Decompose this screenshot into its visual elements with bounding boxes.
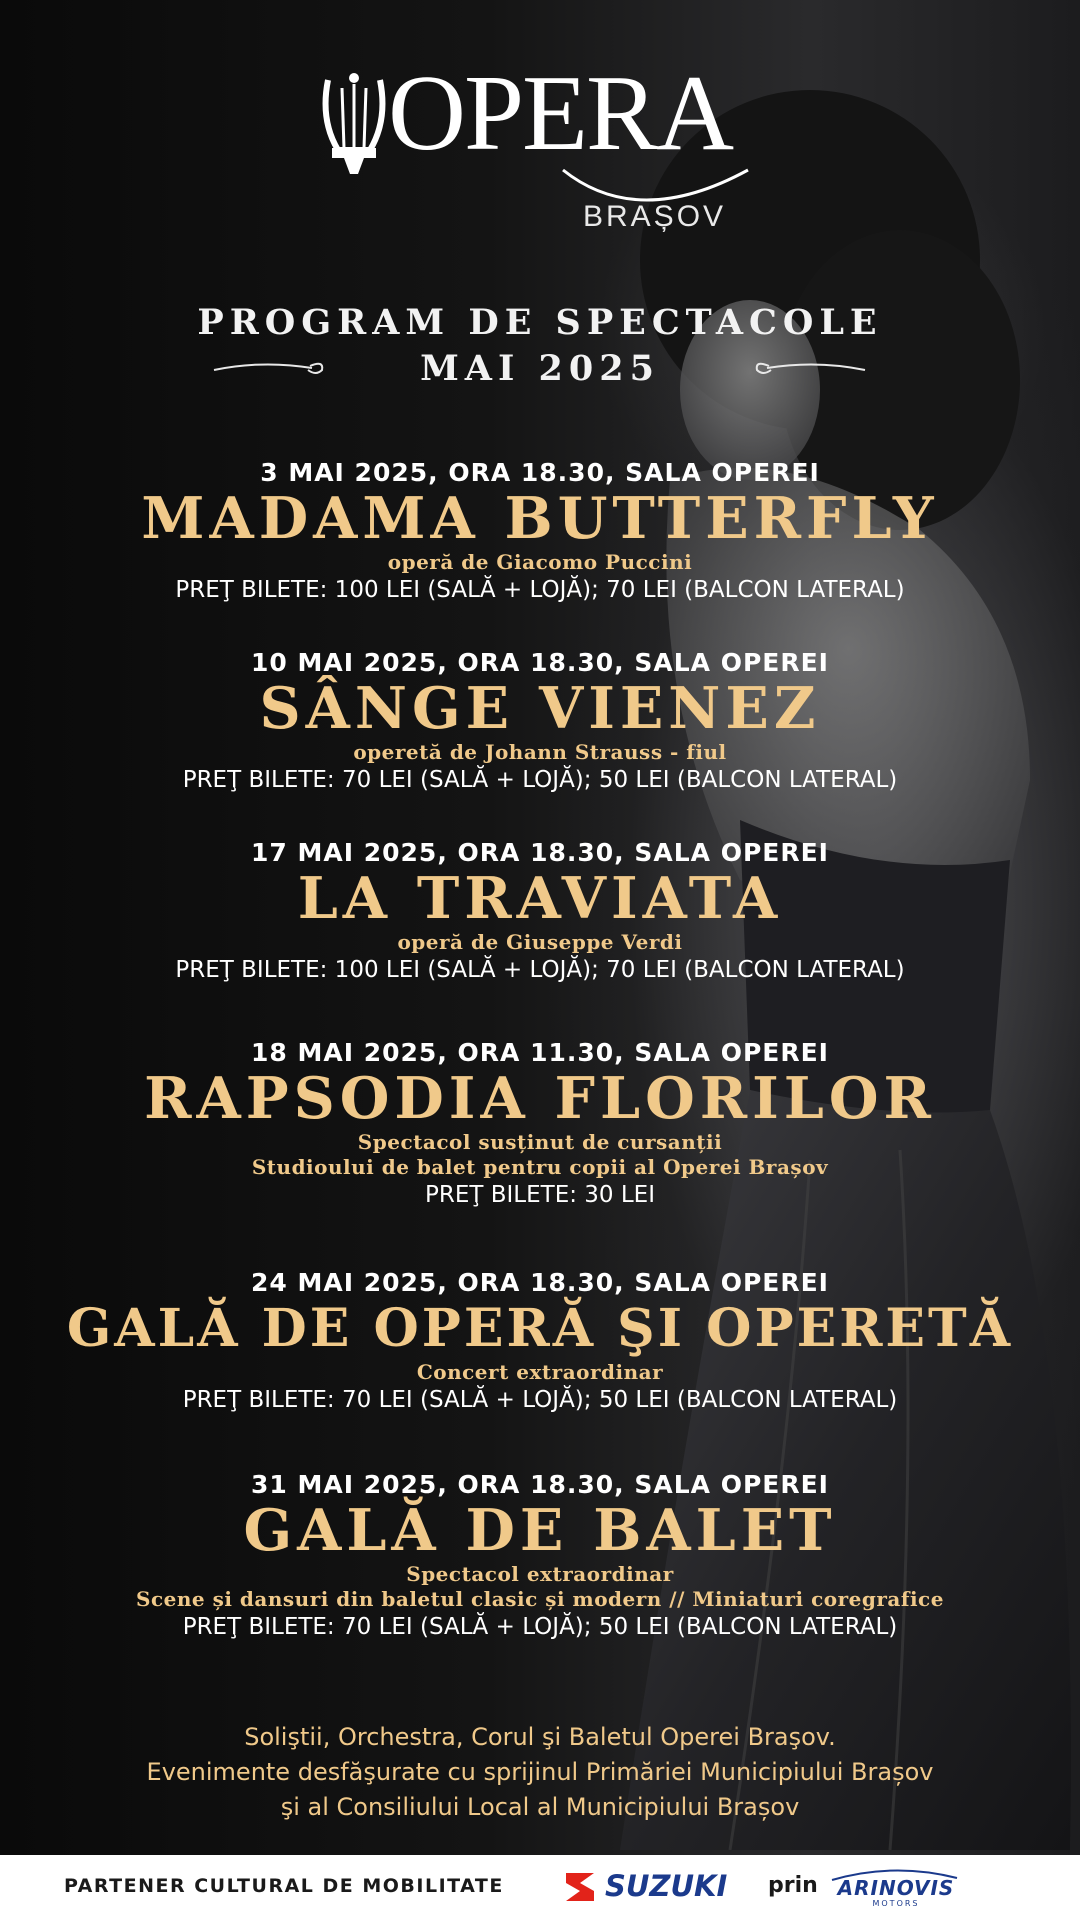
arinovis-logo	[822, 1866, 967, 1910]
event-la-traviata	[0, 838, 1080, 985]
event-subtitle: operetă de Johann Strauss - fiul	[353, 740, 727, 764]
event-price: PREŢ BILETE: 100 LEI (SALĂ + LOJĂ); 70 LEI (BALCON LATERAL)	[175, 957, 905, 983]
event-title: MADAMA BUTTERFLY	[141, 485, 939, 552]
suzuki-logo-icon	[560, 1869, 600, 1905]
suzuki-wordmark: SUZUKI	[605, 1869, 728, 1903]
event-date: 17 MAI 2025, ORA 18.30, SALA OPEREI	[251, 838, 829, 867]
event-subtitle-2: Studioului de balet pentru copii al Operei Brașov	[251, 1155, 829, 1179]
event-rapsodia-florilor	[0, 1038, 1080, 1210]
partner-label: PARTENER CULTURAL DE MOBILITATE	[64, 1875, 504, 1897]
opera-city: BRAȘOV	[583, 200, 727, 233]
event-date: 18 MAI 2025, ORA 11.30, SALA OPEREI	[251, 1038, 829, 1067]
event-price: PREŢ BILETE: 100 LEI (SALĂ + LOJĂ); 70 LEI (BALCON LATERAL)	[175, 577, 905, 603]
left-flourish-icon	[212, 358, 327, 378]
event-subtitle: Concert extraordinar	[416, 1360, 664, 1384]
right-flourish-icon	[752, 358, 867, 378]
event-title: GALĂ DE BALET	[243, 1497, 837, 1564]
program-heading-line2: MAI 2025	[420, 348, 660, 389]
event-sange-vienez	[0, 648, 1080, 795]
event-gala-de-balet	[0, 1470, 1080, 1642]
event-date: 31 MAI 2025, ORA 18.30, SALA OPEREI	[251, 1470, 829, 1499]
event-subtitle: Spectacol susținut de cursanții	[357, 1130, 723, 1154]
arinovis-sub: MOTORS	[872, 1899, 920, 1908]
program-heading	[0, 300, 1080, 392]
event-title: LA TRAVIATA	[297, 865, 783, 932]
lyre-icon	[318, 70, 390, 180]
partner-connector: prin	[768, 1873, 818, 1898]
arinovis-wordmark: ARINOVIS	[837, 1876, 955, 1900]
event-price: PREŢ BILETE: 30 LEI	[425, 1182, 655, 1208]
sponsor-note	[0, 1720, 1080, 1825]
event-title: RAPSODIA FLORILOR	[144, 1065, 936, 1132]
opera-wordmark: OPERA	[388, 54, 733, 173]
sponsor-note-line1: Soliştii, Orchestra, Corul şi Baletul Operei Braşov.	[244, 1723, 836, 1751]
event-gala-opera-opereta	[0, 1268, 1080, 1415]
event-price: PREŢ BILETE: 70 LEI (SALĂ + LOJĂ); 50 LEI (BALCON LATERAL)	[182, 767, 898, 793]
event-subtitle-2: Scene și dansuri din baletul clasic și modern // Miniaturi coregrafice	[136, 1587, 944, 1611]
sponsor-note-line3: şi al Consiliului Local al Municipiului Brașov	[280, 1793, 800, 1821]
event-price: PREŢ BILETE: 70 LEI (SALĂ + LOJĂ); 50 LEI (BALCON LATERAL)	[182, 1387, 898, 1413]
opera-logo	[318, 54, 768, 240]
sponsor-note-line2: Evenimente desfăşurate cu sprijinul Primăriei Municipiului Brașov	[146, 1758, 934, 1786]
partner-bar	[0, 1855, 1080, 1920]
event-date: 10 MAI 2025, ORA 18.30, SALA OPEREI	[251, 648, 829, 677]
event-madama-butterfly	[0, 458, 1080, 605]
event-subtitle: Spectacol extraordinar	[406, 1562, 674, 1586]
event-price: PREŢ BILETE: 70 LEI (SALĂ + LOJĂ); 50 LEI (BALCON LATERAL)	[182, 1614, 898, 1640]
event-date: 3 MAI 2025, ORA 18.30, SALA OPEREI	[260, 458, 820, 487]
event-title: GALĂ DE OPERĂ ŞI OPERETĂ	[66, 1298, 1014, 1359]
program-heading-line1: PROGRAM DE SPECTACOLE	[197, 302, 883, 343]
event-date: 24 MAI 2025, ORA 18.30, SALA OPEREI	[251, 1268, 829, 1297]
event-subtitle: operă de Giacomo Puccini	[387, 550, 693, 574]
event-title: SÂNGE VIENEZ	[259, 675, 821, 742]
event-subtitle: operă de Giuseppe Verdi	[397, 930, 683, 954]
